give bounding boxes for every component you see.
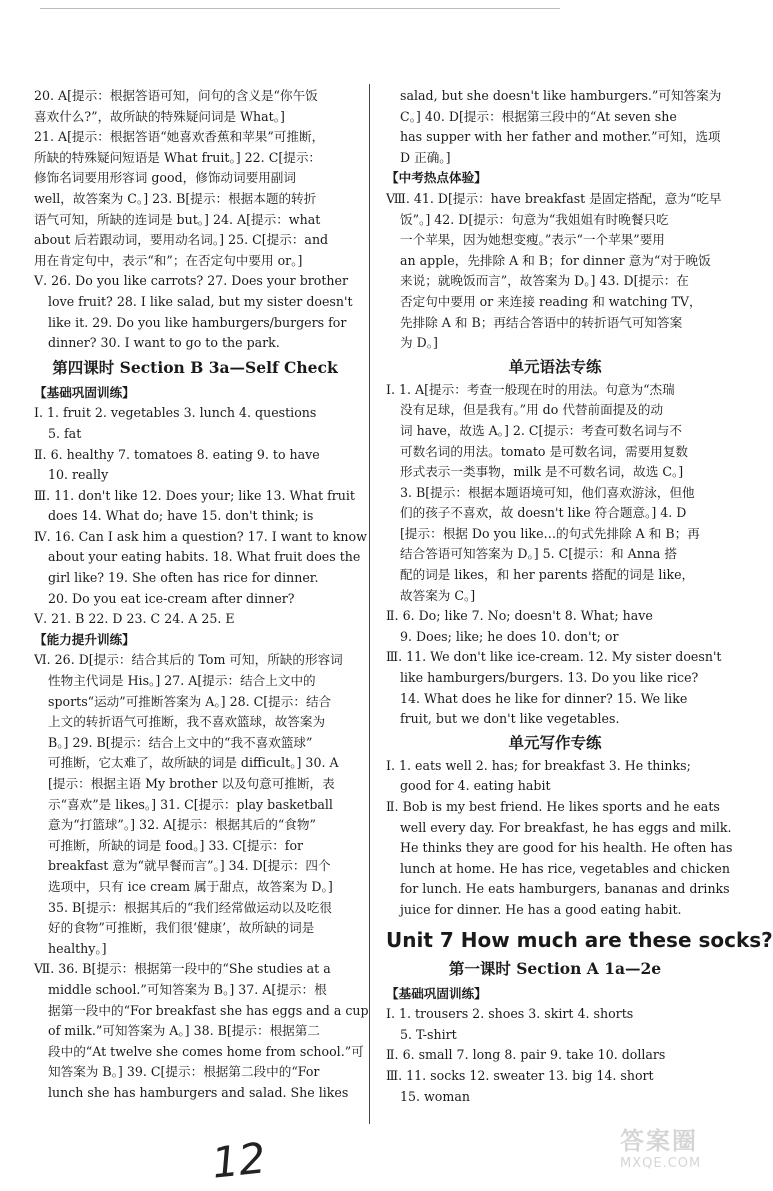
answer-line: 喜欢什么?”，故所缺的特殊疑问词是 What。]	[34, 108, 285, 124]
answer-line: [提示：根据 Do you like…的句式先排除 A 和 B；再	[400, 525, 700, 541]
answer-line: well every day. For breakfast, he has eggs and milk.	[400, 819, 732, 835]
answer-line: B。] 29. B[提示：结合上文中的“我不喜欢篮球”	[48, 734, 313, 750]
answer-line: Ⅱ. 6. healthy 7. tomatoes 8. eating 9. to have	[34, 446, 320, 462]
watermark-url: MXQE.COM	[620, 1156, 702, 1171]
answer-line: Ⅴ. 26. Do you like carrots? 27. Does your brother	[34, 273, 349, 289]
answer-line: Ⅰ. 1. fruit 2. vegetables 3. lunch 4. questions	[34, 405, 317, 421]
lesson-title: 第四课时 Section B 3a—Self Check	[52, 357, 338, 377]
answer-line: 形式表示一类事物，milk 是不可数名词，故选 C。]	[400, 464, 684, 480]
answer-line: 知答案为 B。] 39. C[提示：根据第二段中的“For	[48, 1064, 320, 1080]
answer-line: 3. B[提示：根据本题语境可知，他们喜欢游泳，但他	[400, 484, 695, 500]
answer-line: 9. Does; like; he does 10. don't; or	[400, 628, 619, 644]
answer-line: Ⅲ. 11. socks 12. sweater 13. big 14. short	[386, 1067, 654, 1083]
answer-line: fruit, but we don't like vegetables.	[400, 711, 620, 727]
answer-line: Ⅱ. Bob is my best friend. He likes sports and he eats	[386, 799, 720, 814]
answer-line: 词 have，故选 A。] 2. C[提示：考查可数名词与不	[400, 422, 682, 438]
answer-line: Ⅵ. 26. D[提示：结合其后的 Tom 可知，所缺的形容词	[34, 652, 343, 668]
answer-line: Ⅳ. 16. Can I ask him a question? 17. I want to know	[34, 528, 367, 544]
answer-line: 故答案为 C。]	[400, 587, 476, 603]
answer-line: 据第一段中的“For breakfast she has eggs and a cup	[48, 1002, 369, 1018]
top-edge-rule	[40, 8, 560, 9]
answer-line: Ⅲ. 11. We don't like ice-cream. 12. My sister doesn't	[386, 649, 722, 665]
answer-line: C。] 40. D[提示：根据第三段中的“At seven she	[400, 108, 677, 124]
answer-line: 为 D。]	[400, 335, 438, 351]
answer-line: 15. woman	[400, 1088, 470, 1104]
answer-line: Ⅰ. 1. A[提示：考查一般现在时的用法。句意为“杰瑞	[386, 381, 675, 397]
answer-line: 选项中，只有 ice cream 属于甜点，故答案为 D。]	[48, 878, 333, 894]
answer-line: 结合答语可知答案为 D。] 5. C[提示：和 Anna 搭	[400, 546, 678, 562]
answer-line: does 14. What do; have 15. don't think; is	[48, 508, 314, 524]
lesson-title: 第一课时 Section A 1a—2e	[448, 958, 662, 978]
answer-line: 饭”。] 42. D[提示：句意为“我姐姐有时晚餐只吃	[400, 211, 669, 227]
watermark-text: 答案圈	[620, 1127, 698, 1155]
section-header: 【基础巩固训练】	[386, 985, 487, 1001]
answer-line: like it. 29. Do you like hamburgers/burgers for	[48, 314, 347, 330]
answer-line: love fruit? 28. I like salad, but my sister doesn't	[48, 293, 353, 309]
answer-line: 语气可知，所缺的连词是 but。] 24. A[提示：what	[34, 211, 321, 227]
section-header: 【能力提升训练】	[34, 631, 135, 647]
answer-line: dinner? 30. I want to go to the park.	[48, 335, 280, 351]
answer-line: good for 4. eating habit	[400, 778, 551, 794]
answer-line: [提示：根据主语 My brother 以及句意可推断，表	[48, 776, 335, 791]
answer-line: sports“运动”可推断答案为 A。] 28. C[提示：结合	[48, 693, 332, 709]
answer-line: about your eating habits. 18. What fruit does the	[48, 549, 361, 565]
answer-line: middle school.”可知答案为 B。] 37. A[提示：根	[48, 981, 327, 997]
answer-line: an apple，先排除 A 和 B；for dinner 意为“对于晚饭	[400, 252, 711, 268]
answer-line: Ⅰ. 1. eats well 2. has; for breakfast 3. He thinks;	[386, 757, 691, 773]
answer-line: 来说；就晚饭而言”，故答案为 D。] 43. D[提示：在	[400, 273, 689, 289]
answer-line: Ⅱ. 6. small 7. long 8. pair 9. take 10. dollars	[386, 1047, 666, 1063]
answer-line: 一个苹果，因为她想变瘦。”表示“一个苹果”要用	[400, 232, 665, 248]
right-column	[386, 86, 773, 1107]
answer-line: of milk.”可知答案为 A。] 38. B[提示：根据第二	[48, 1023, 320, 1039]
answer-line: Ⅰ. 1. trousers 2. shoes 3. skirt 4. shorts	[386, 1006, 634, 1022]
answer-line: 10. really	[48, 467, 109, 483]
answer-line: 5. T-shirt	[400, 1026, 457, 1042]
answer-line: 20. Do you eat ice-cream after dinner?	[48, 590, 295, 606]
answer-line: 用在肯定句中，表示“和”；在否定句中要用 or。]	[34, 252, 303, 268]
answer-line: salad, but she doesn't like hamburgers.”可知答案为	[400, 88, 722, 103]
unit-section-title: 单元写作专练	[508, 733, 602, 752]
column-divider	[369, 84, 370, 1124]
unit-title: Unit 7 How much are these socks?	[386, 927, 773, 952]
answer-line: breakfast 意为“就早餐而言”。] 34. D[提示：四个	[48, 858, 331, 874]
answer-line: lunch at home. He has rice, vegetables and chicken	[400, 860, 730, 876]
section-header: 【基础巩固训练】	[34, 384, 135, 400]
answer-line: well，故答案为 C。] 23. B[提示：根据本题的转折	[34, 190, 317, 206]
answer-line: Ⅴ. 21. B 22. D 23. C 24. A 25. E	[34, 611, 235, 627]
answer-line: 性物主代词是 His。] 27. A[提示：结合上文中的	[48, 673, 316, 689]
answer-line: 所缺的特殊疑问短语是 What fruit。] 22. C[提示：	[34, 149, 322, 165]
answer-line: 示“喜欢”是 likes。] 31. C[提示：play basketball	[48, 796, 333, 812]
answer-line: 们的孩子不喜欢，故 doesn't like 符合题意。] 4. D	[400, 505, 687, 521]
answer-line: 没有足球，但是我有。”用 do 代替前面提及的动	[400, 402, 664, 418]
answer-line: healthy。]	[48, 940, 107, 956]
answer-line: 20. A[提示：根据答语可知，问句的含义是“你午饭	[34, 88, 318, 103]
answer-line: 21. A[提示：根据答语“她喜欢香蕉和苹果”可推断，	[34, 129, 325, 145]
answer-line: 可推断，所缺的词是 food。] 33. C[提示：for	[48, 837, 304, 853]
answer-line: like hamburgers/burgers. 13. Do you like rice?	[400, 670, 699, 686]
answer-line: 好的食物”可推断，我们很‘健康’，故所缺的词是	[48, 920, 315, 936]
answer-line: 意为“打篮球”。] 32. A[提示：根据其后的“食物”	[48, 817, 316, 833]
answer-line: Ⅷ. 41. D[提示：have breakfast 是固定搭配，意为“吃早	[386, 190, 722, 206]
watermark-logo	[620, 1121, 740, 1173]
answer-line: 修饰名词要用形容词 good，修饰动词要用副词	[34, 170, 296, 186]
answer-line: 段中的“At twelve she comes home from school.”可	[48, 1043, 364, 1059]
answer-line: 否定句中要用 or 来连接 reading 和 watching TV，	[400, 293, 702, 309]
section-header: 【中考热点体验】	[386, 170, 487, 186]
answer-line: 配的词是 likes，和 her parents 搭配的词是 like，	[400, 567, 695, 583]
answer-line: He thinks they are good for his health. He often has	[400, 840, 733, 856]
answer-line: D 正确。]	[400, 149, 451, 165]
answer-line: for lunch. He eats hamburgers, bananas and drinks	[400, 881, 730, 897]
answer-line: about 后若跟动词，要用动名词。] 25. C[提示：and	[34, 232, 329, 248]
answer-line: 可数名词的用法。tomato 是可数名词，需要用复数	[400, 443, 689, 459]
answer-line: girl like? 19. She often has rice for dinner.	[48, 570, 319, 586]
answer-line: 可推断，它太难了，故所缺的词是 difficult。] 30. A	[48, 755, 339, 771]
answer-line: lunch she has hamburgers and salad. She likes	[48, 1084, 349, 1100]
answer-line: juice for dinner. He has a good eating habit.	[400, 901, 682, 917]
handwritten-page-number: 12	[209, 1133, 268, 1188]
answer-line: 5. fat	[48, 425, 82, 441]
answer-line: 上文的转折语气可推断，我不喜欢篮球，故答案为	[48, 714, 326, 730]
answer-line: Ⅲ. 11. don't like 12. Does your; like 13. What fruit	[34, 487, 355, 503]
unit-section-title: 单元语法专练	[508, 357, 602, 376]
left-column	[34, 86, 369, 1104]
answer-line: 14. What does he like for dinner? 15. We like	[400, 690, 688, 706]
answer-line: Ⅱ. 6. Do; like 7. No; doesn't 8. What; have	[386, 608, 653, 624]
answer-line: 35. B[提示：根据其后的“我们经常做运动以及吃很	[48, 899, 332, 915]
answer-line: has supper with her father and mother.”可知，选项	[400, 129, 721, 145]
answer-line: 先排除 A 和 B；再结合答语中的转折语气可知答案	[400, 314, 683, 330]
answer-line: Ⅶ. 36. B[提示：根据第一段中的“She studies at a	[34, 961, 331, 977]
